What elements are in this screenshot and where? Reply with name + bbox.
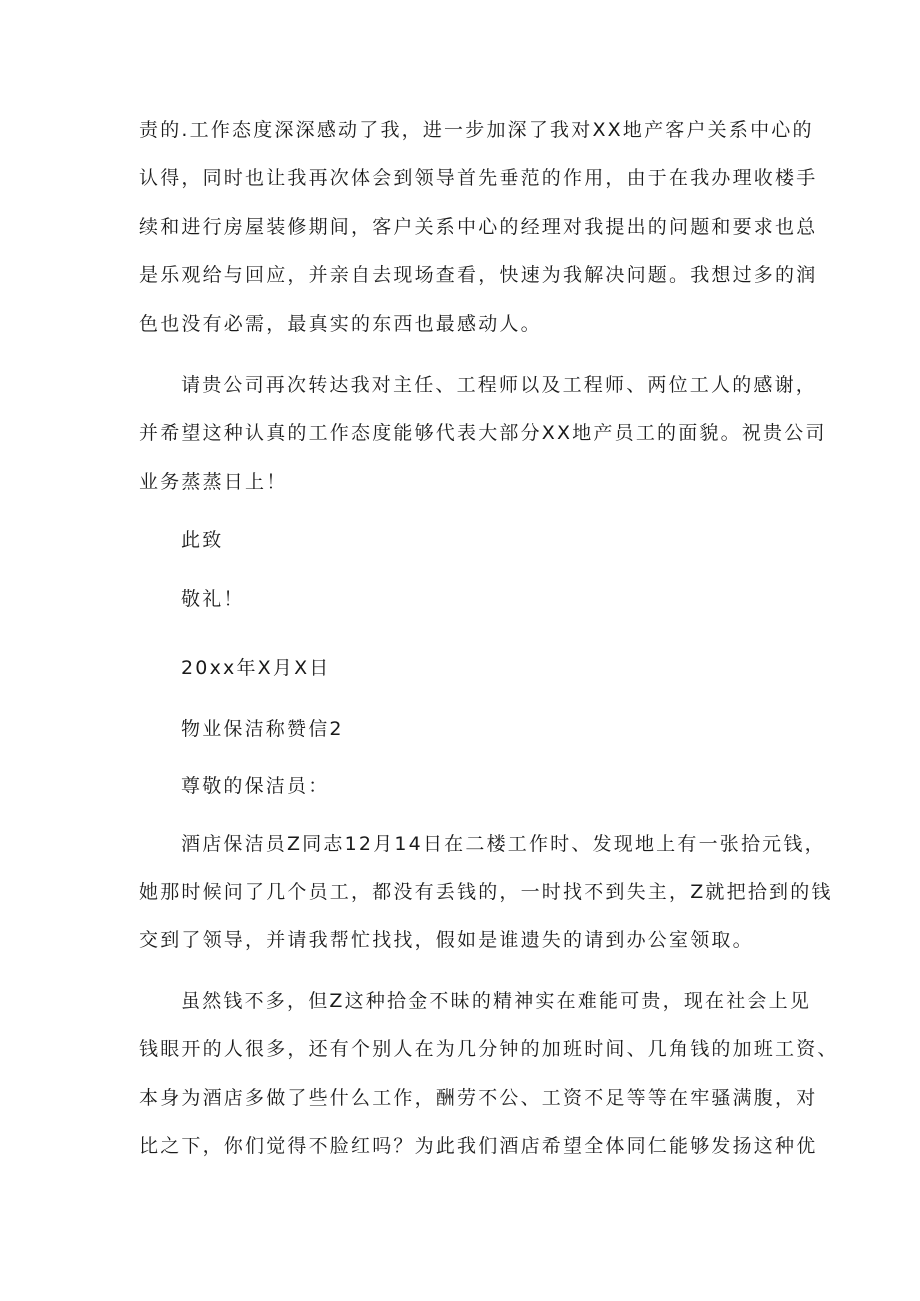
- paragraph-line: 交到了领导，并请我帮忙找找，假如是谁遗失的请到办公室领取。: [139, 929, 754, 951]
- greeting-line: 尊敬的保洁员：: [181, 775, 330, 797]
- paragraph-line: 续和进行房屋装修期间，客户关系中心的经理对我提出的问题和要求也总: [139, 216, 818, 238]
- paragraph-line: 业务蒸蒸日上！: [139, 471, 288, 493]
- paragraph-line: 比之下，你们觉得不脸红吗？为此我们酒店希望全体同仁能够发扬这种优: [139, 1135, 818, 1157]
- closing-salutation: 敬礼！: [181, 588, 245, 610]
- paragraph-line: 虽然钱不多，但Z这种拾金不昧的精神实在难能可贵，现在社会上见: [181, 990, 812, 1012]
- paragraph-line: 钱眼开的人很多，还有个别人在为几分钟的加班时间、几角钱的加班工资、: [139, 1038, 839, 1060]
- paragraph-line: 酒店保洁员Z同志12月14日在二楼工作时、发现地上有一张拾元钱，: [181, 833, 826, 855]
- paragraph-line: 请贵公司再次转达我对主任、工程师以及工程师、两位工人的感谢，: [181, 374, 818, 396]
- paragraph-line: 色也没有必需，最真实的东西也最感动人。: [139, 313, 542, 335]
- closing-line: 此致: [181, 529, 224, 551]
- paragraph-line: 是乐观给与回应，并亲自去现场查看，快速为我解决问题。我想过多的润: [139, 264, 818, 286]
- paragraph-line: 并希望这种认真的工作态度能够代表大部分XX地产员工的面貌。祝贵公司: [139, 422, 827, 444]
- section-title: 物业保洁称赞信2: [181, 718, 344, 740]
- paragraph-line: 本身为酒店多做了些什么工作，酬劳不公、工资不足等等在牢骚满腹，对: [139, 1087, 818, 1109]
- letter-date: 20xx年X月X日: [181, 657, 331, 679]
- paragraph-line: 她那时候问了几个员工，都没有丢钱的，一时找不到失主，Z就把拾到的钱: [139, 881, 833, 903]
- paragraph-line: 认得，同时也让我再次体会到领导首先垂范的作用，由于在我办理收楼手: [139, 167, 818, 189]
- paragraph-line: 责的.工作态度深深感动了我，进一步加深了我对XX地产客户关系中心的: [139, 119, 814, 141]
